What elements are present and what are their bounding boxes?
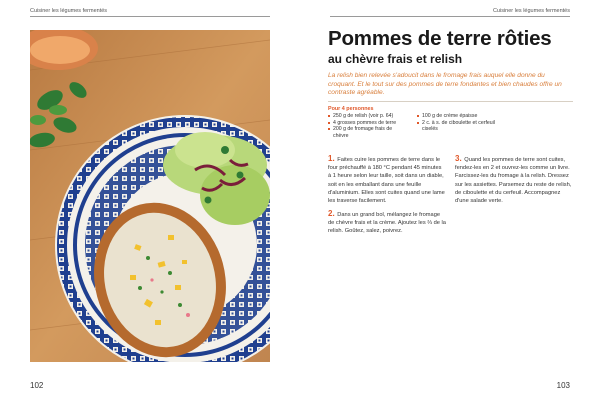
step-number: 3. (455, 154, 462, 163)
intro-divider (328, 101, 573, 102)
running-head-left: Cuisiner les légumes fermentés (30, 8, 270, 17)
page-number-left: 102 (30, 381, 44, 390)
step-text: Faites cuire les pommes de terre dans le four préchauffé à 180 °C pendant 45 minutes à 1 heure selon leur taille, soit dans un diable, soit en les emballant dans une feuille d'aluminium. Elles sont cuites quand une lame les traverse facilement. (328, 157, 445, 204)
recipe-intro: La relish bien relevée s'adoucit dans le fromage frais auquel elle donne du croquant. Et le tout sur des pommes de terre fondantes et bien chaudes offre un contraste agréable. (328, 72, 562, 97)
step-text: Dans un grand bol, mélangez le fromage de chèvre frais et la crème. Ajoutez les ⅔ de la relish. Goûtez, salez, poivrez. (328, 212, 446, 235)
step-number: 1. (328, 154, 335, 163)
recipe-step-3 (455, 153, 573, 205)
recipe-subtitle: au chèvre frais et relish (328, 52, 463, 66)
recipe-photo (30, 30, 270, 362)
recipe-step-2 (328, 208, 446, 236)
ingredient-item: 200 g de fromage frais de chèvre (328, 126, 404, 139)
recipe-title: Pommes de terre rôties (328, 27, 552, 50)
step-number: 2. (328, 209, 335, 218)
ingredient-item: 2 c. à s. de ciboulette et cerfeuil ciselés (417, 120, 495, 133)
step-text: Quand les pommes de terre sont cuites, fendez-les en 2 et ouvrez-les comme un livre. Farcissez-les du fromage à la relish. Dressez sur les assiettes. Parsemez du reste de relish, de ciboulette et du cerfeuil. Accompagnez d'une salade verte. (455, 157, 572, 204)
page-number-right: 103 (556, 381, 570, 390)
ingredient-item: 100 g de crème épaisse (417, 113, 495, 120)
ingredients-column-1 (328, 113, 404, 140)
servings-heading: Pour 4 personnes (328, 106, 374, 112)
recipe-step-1 (328, 153, 446, 205)
ingredient-item: 250 g de relish (voir p. 64) (328, 113, 404, 120)
ingredient-item: 4 grosses pommes de terre (328, 120, 404, 127)
running-head-right: Cuisiner les légumes fermentés (330, 8, 570, 17)
ingredients-column-2 (417, 113, 495, 133)
